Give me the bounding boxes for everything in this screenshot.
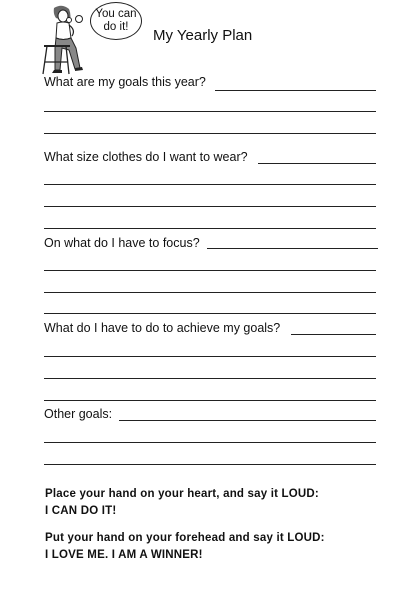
- page-title: My Yearly Plan: [153, 27, 253, 44]
- answer-line[interactable]: [215, 90, 376, 91]
- answer-line[interactable]: [44, 313, 376, 314]
- affirmation-statement-2: I LOVE ME. I AM A WINNER!: [45, 549, 203, 561]
- answer-line[interactable]: [207, 248, 378, 249]
- answer-line[interactable]: [44, 206, 376, 207]
- answer-line[interactable]: [44, 270, 376, 271]
- affirmation-heart: [45, 486, 319, 520]
- question-goals-label: What are my goals this year?: [44, 75, 206, 89]
- answer-line[interactable]: [44, 378, 376, 379]
- answer-line[interactable]: [258, 163, 376, 164]
- question-focus-label: On what do I have to focus?: [44, 236, 200, 250]
- affirmation-statement-1: I CAN DO IT!: [45, 505, 117, 517]
- answer-line[interactable]: [44, 184, 376, 185]
- answer-line[interactable]: [44, 464, 376, 465]
- answer-line[interactable]: [44, 111, 376, 112]
- answer-line[interactable]: [44, 228, 376, 229]
- bubble-line-1: You can: [95, 8, 137, 20]
- affirmation-instruction-2: Put your hand on your forehead and say it LOUD:: [45, 532, 325, 544]
- answer-line[interactable]: [291, 334, 376, 335]
- affirmation-forehead: [45, 530, 325, 564]
- answer-line[interactable]: [44, 356, 376, 357]
- thought-bubble-icon: [64, 12, 90, 26]
- affirmation-instruction-1: Place your hand on your heart, and say it LOUD:: [45, 488, 319, 500]
- question-clothes-label: What size clothes do I want to wear?: [44, 150, 248, 164]
- answer-line[interactable]: [44, 442, 376, 443]
- answer-line[interactable]: [44, 292, 376, 293]
- question-other-goals-label: Other goals:: [44, 407, 113, 421]
- answer-line[interactable]: [44, 400, 376, 401]
- bubble-line-2: do it!: [103, 21, 129, 33]
- question-achieve-label: What do I have to do to achieve my goals?: [44, 321, 281, 335]
- speech-bubble: [90, 2, 142, 40]
- answer-line[interactable]: [119, 420, 376, 421]
- answer-line[interactable]: [44, 133, 376, 134]
